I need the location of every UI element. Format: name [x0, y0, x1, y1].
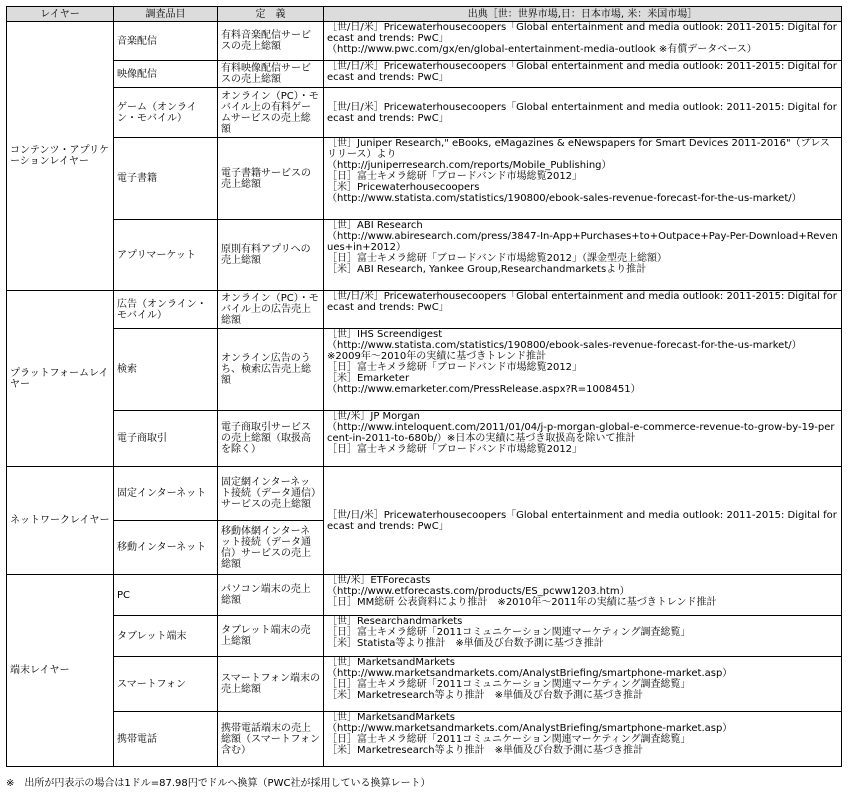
table-row: [7, 291, 842, 329]
definition-cell: オンライン広告のうち、検索広告売上総額: [218, 329, 324, 411]
table-row: [7, 220, 842, 291]
header-definition: 定 義: [218, 7, 324, 22]
item-cell: スマートフォン: [114, 657, 218, 712]
layer-cell: 端末レイヤー: [7, 575, 114, 767]
layer-cell: コンテンツ・アプリケーションレイヤー: [7, 22, 114, 291]
definition-cell: 有料音楽配信サービスの売上総額: [218, 22, 324, 61]
source-cell: ［世］ABI Research （http://www.abiresearch.com/press/3847-In-App+Purchases+to+Outpace+Pay-Per-Download+Revenues+in+2012） ［日］富士キメラ総研「ブロードバンド市場総覧2012」（課金型売上総額） ［米］ABI Research, Yankee Group,Researchandmarketsより推計: [324, 220, 842, 291]
definition-cell: 移動体網インターネット接続（データ通信）サービスの売上総額: [218, 521, 324, 575]
table-row: [7, 575, 842, 616]
item-cell: 広告（オンライン・モバイル）: [114, 291, 218, 329]
item-cell: 電子書籍: [114, 138, 218, 220]
source-cell: ［世］MarketsandMarkets （http://www.marketsandmarkets.com/AnalystBriefing/smartphone-market.asp） ［日］富士キメラ総研「2011コミュニケーション関連マーケティング調査総覧」 ［米］Marketresearch等より推計 ※単価及び台数予測に基づき推計: [324, 657, 842, 712]
table-row: [7, 467, 842, 521]
source-cell: ［世］IHS Screendigest （http://www.statista.com/statistics/190800/ebook-sales-revenue-forecast-for-the-us-market/） ※2009年～2010年の実績に基づきトレンド推計 ［日］富士キメラ総研「ブロードバンド市場総覧2012」 ［米］Emarketer （http://www.emarketer.com/PressRelease.aspx?R=1008451）: [324, 329, 842, 411]
table-row: [7, 657, 842, 712]
layer-cell: プラットフォームレイヤー: [7, 291, 114, 467]
definition-cell: オンライン（PC）・モバイル上の広告売上総額: [218, 291, 324, 329]
definition-cell: 電子書籍サービスの売上総額: [218, 138, 324, 220]
item-cell: 検索: [114, 329, 218, 411]
footnote: ※ 出所が円表示の場合は1ドル=87.98円でドルへ換算（PWC社が採用している換算レート）: [6, 778, 431, 789]
definition-cell: パソコン端末の売上総額: [218, 575, 324, 616]
source-cell: ［世］Researchandmarkets ［日］富士キメラ総研「2011コミュニケーション関連マーケティング調査総覧」 ［米］Statista等より推計 ※単価及び台数予測に基づき推計: [324, 616, 842, 657]
item-cell: 携帯電話: [114, 712, 218, 767]
sources-table: [6, 6, 842, 767]
item-cell: PC: [114, 575, 218, 616]
table-row: [7, 616, 842, 657]
source-cell: ［世/日/米］Pricewaterhousecoopers「Global entertainment and media outlook: 2011-2015: Digital forecast and trends: PwC」: [324, 88, 842, 138]
source-cell: ［世］MarketsandMarkets （http://www.marketsandmarkets.com/AnalystBriefing/smartphone-market.asp） ［日］富士キメラ総研「2011コミュニケーション関連マーケティング調査総覧」 ［米］Marketresearch等より推計 ※単価及び台数予測に基づき推計: [324, 712, 842, 767]
definition-cell: タブレット端末の売上総額: [218, 616, 324, 657]
source-cell: ［世/米］JP Morgan （http://www.inteloquent.com/2011/01/04/j-p-morgan-global-e-commerce-revenue-to-grow-by-19-percent-in-2011-to-680b/）※日本の実績に基づき取扱高を除いて推計 ［日］富士キメラ総研「ブロードバンド市場総覧2012」: [324, 411, 842, 467]
item-cell: アプリマーケット: [114, 220, 218, 291]
table-row: [7, 22, 842, 61]
definition-cell: 固定網インターネット接続（データ通信）サービスの売上総額: [218, 467, 324, 521]
source-cell: ［世/米］ETForecasts （http://www.etforecasts.com/products/ES_pcww1203.htm） ［日］MM総研 公表資料により推計 ※2010年～2011年の実績に基づきトレンド推計: [324, 575, 842, 616]
table-row: [7, 88, 842, 138]
header-source: 出典［世：世界市場,日：日本市場, 米：米国市場］: [324, 7, 842, 22]
item-cell: 映像配信: [114, 61, 218, 88]
definition-cell: 電子商取引サービスの売上総額（取扱高を除く）: [218, 411, 324, 467]
source-cell: ［世/日/米］Pricewaterhousecoopers「Global entertainment and media outlook: 2011-2015: Digital forecast and trends: PwC」 （http://www.pwc.com/gx/en/global-entertainment-media-outlook ※有償データベース）: [324, 22, 842, 61]
definition-cell: 有料映像配信サービスの売上総額: [218, 61, 324, 88]
table-row: [7, 411, 842, 467]
item-cell: 音楽配信: [114, 22, 218, 61]
item-cell: ゲーム（オンライン・モバイル）: [114, 88, 218, 138]
item-cell: 固定インターネット: [114, 467, 218, 521]
table-row: [7, 138, 842, 220]
table-row: [7, 61, 842, 88]
table-row: [7, 329, 842, 411]
item-cell: タブレット端末: [114, 616, 218, 657]
source-cell: ［世/日/米］Pricewaterhousecoopers「Global entertainment and media outlook: 2011-2015: Digital forecast and trends: PwC」: [324, 291, 842, 329]
header-layer: レイヤー: [7, 7, 114, 22]
source-cell: ［世/日/米］Pricewaterhousecoopers「Global entertainment and media outlook: 2011-2015: Digital forecast and trends: PwC」: [324, 61, 842, 88]
item-cell: 移動インターネット: [114, 521, 218, 575]
header-item: 調査品目: [114, 7, 218, 22]
header-row: [7, 7, 842, 22]
definition-cell: オンライン（PC）・モバイル上の有料ゲームサービスの売上総額: [218, 88, 324, 138]
layer-cell: ネットワークレイヤー: [7, 467, 114, 575]
source-cell: ［世］Juniper Research," eBooks, eMagazines & eNewspapers for Smart Devices 2011-2016"（プレスリリース）より （http://juniperresearch.com/reports/Mobile_Publishing） ［日］富士キメラ総研「ブロードバンド市場総覧2012」 ［米］Pricewaterhousecoopers （http://www.statista.com/statistics/190800/ebook-sales-revenue-forecast-for-the-us-market/）: [324, 138, 842, 220]
definition-cell: 携帯電話端末の売上総額（スマートフォン含む）: [218, 712, 324, 767]
definition-cell: スマートフォン端末の売上総額: [218, 657, 324, 712]
item-cell: 電子商取引: [114, 411, 218, 467]
definition-cell: 原則有料アプリへの売上総額: [218, 220, 324, 291]
table-row: [7, 712, 842, 767]
source-cell: ［世/日/米］Pricewaterhousecoopers「Global entertainment and media outlook: 2011-2015: Digital forecast and trends: PwC」: [324, 467, 842, 575]
